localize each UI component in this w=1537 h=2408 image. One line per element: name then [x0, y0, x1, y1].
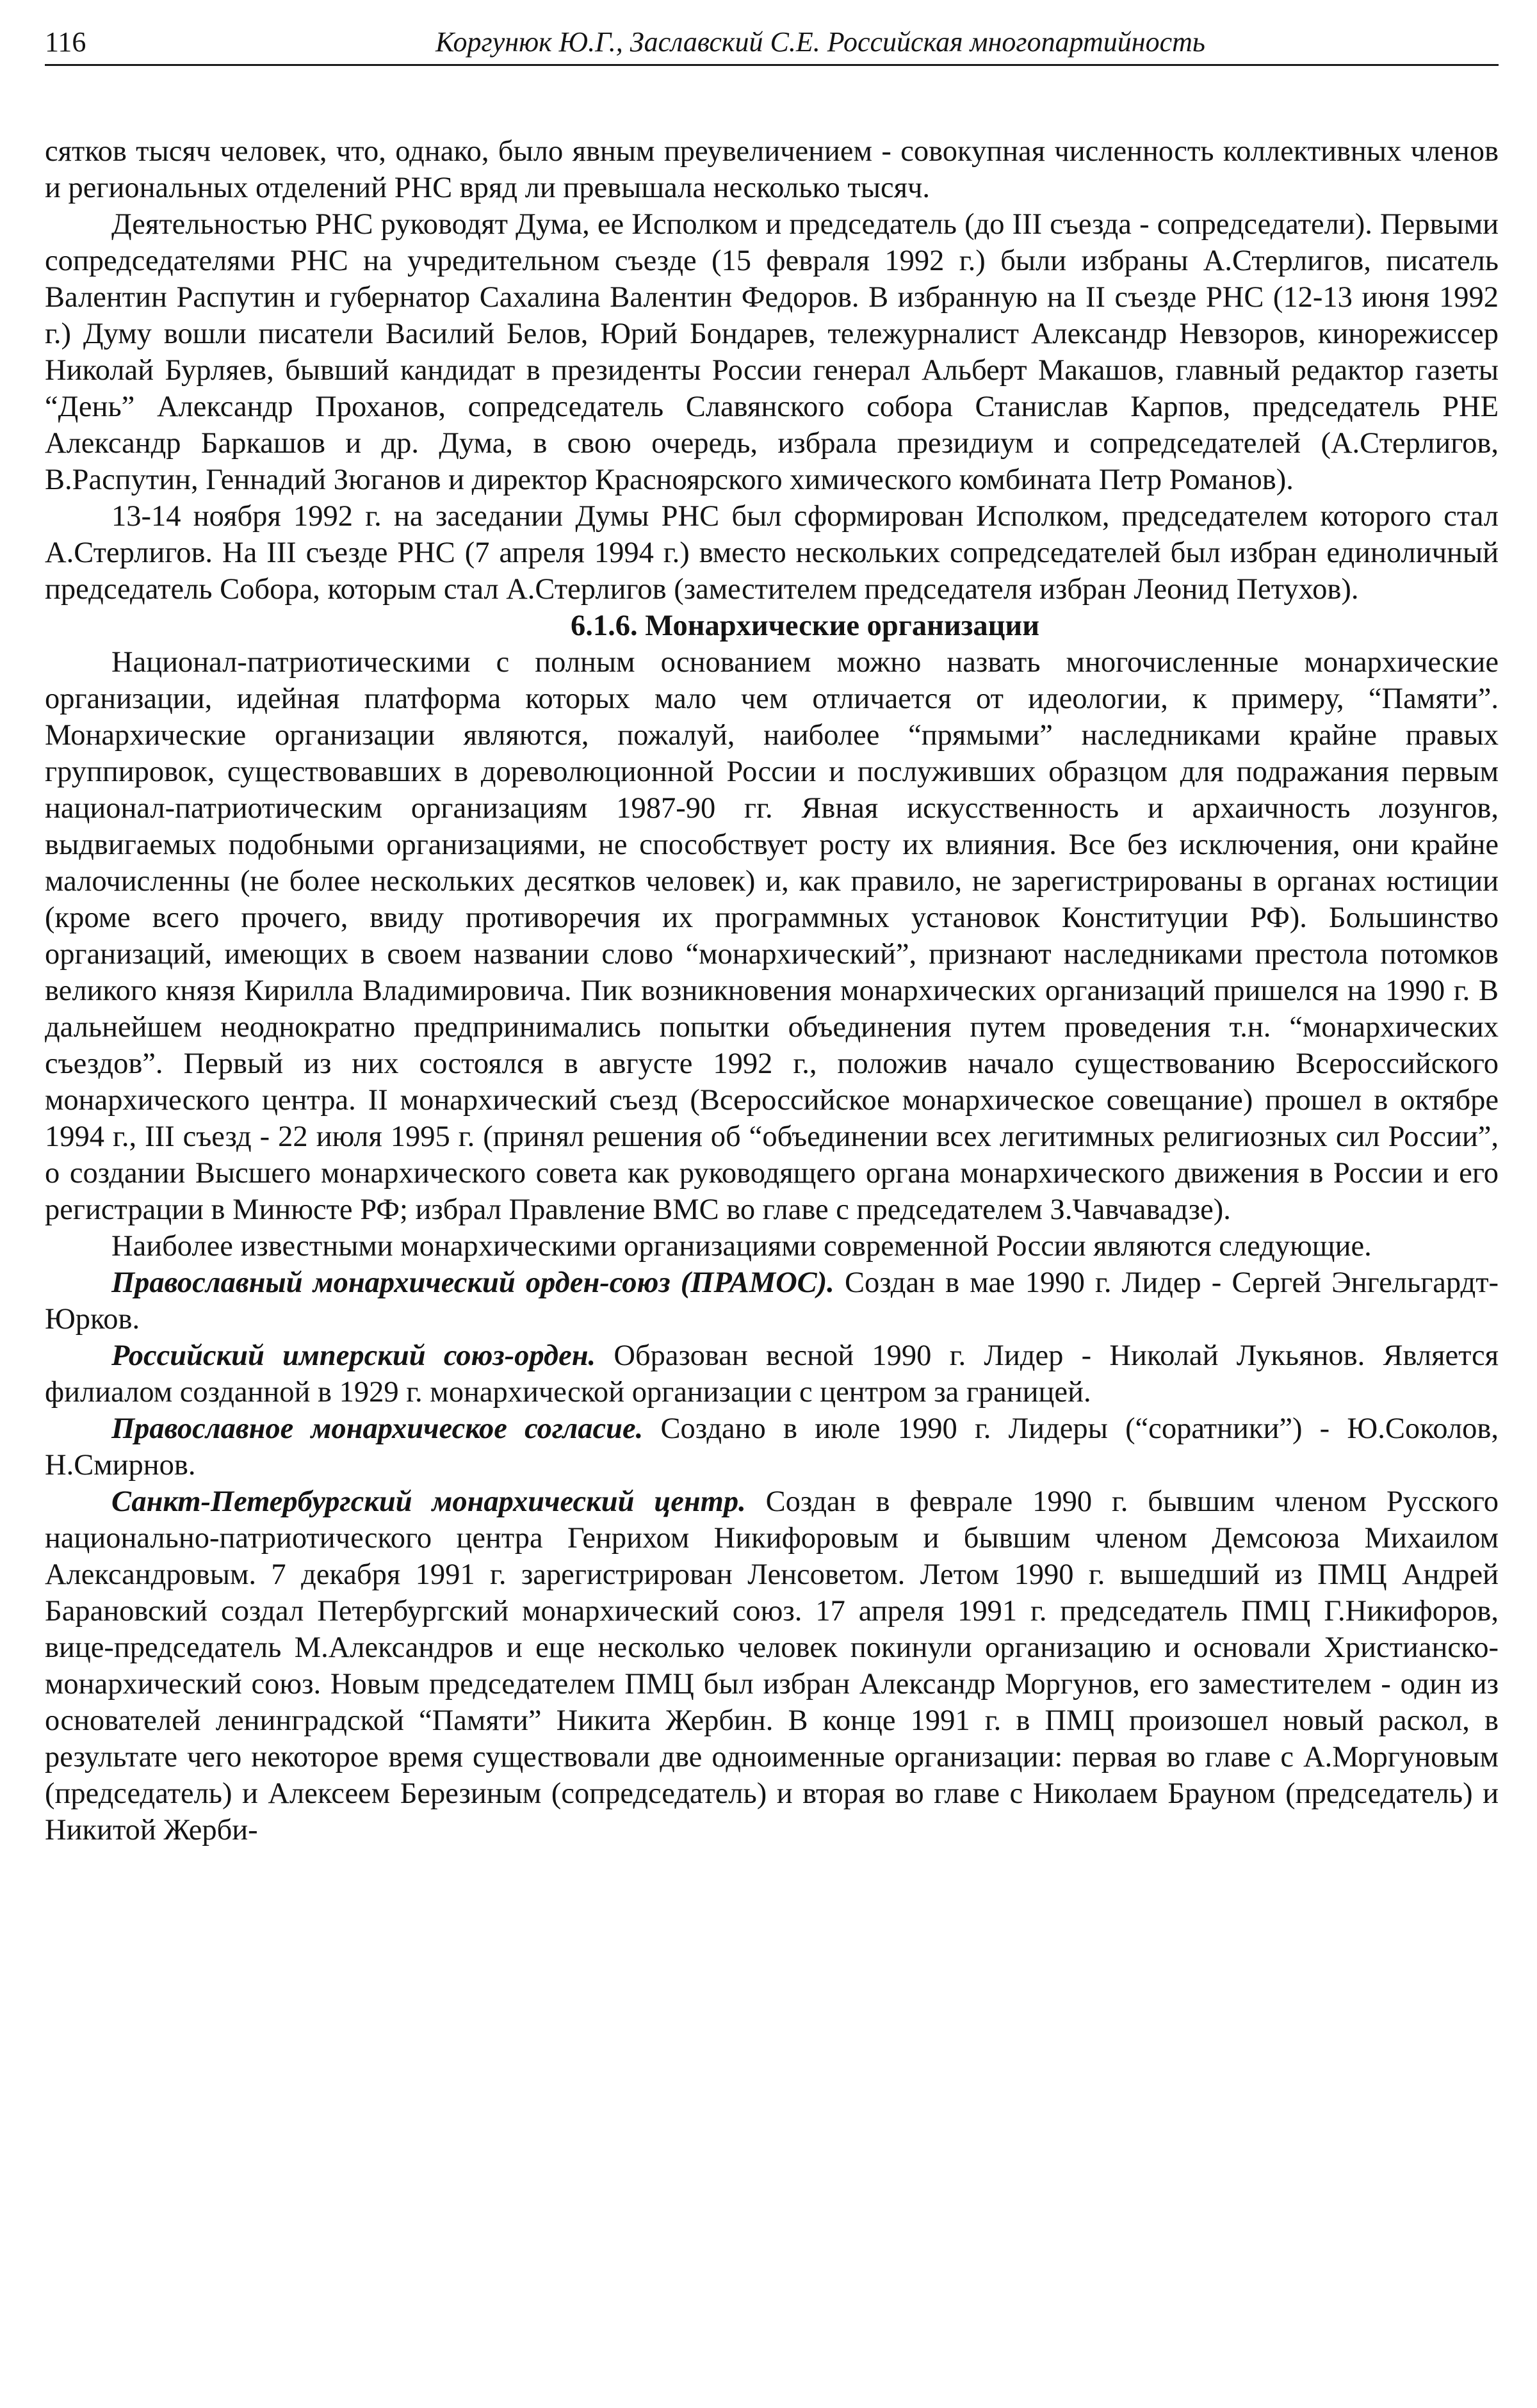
- paragraph-rns-leadership: Деятельностью РНС руководят Дума, ее Исполком и председатель (до III съезда - сопредседатели). Первыми сопредседателями РНС на учредительном съезде (15 февраля 1992 г.) были избраны А.Стерлигов, писатель Валентин Распутин и губернатор Сахалина Валентин Федоров. В избранную на II съезде РНС (12-13 июня 1992 г.) Думу вошли писатели Василий Белов, Юрий Бондарев, тележурналист Александр Невзоров, кинорежиссер Николай Бурляев, бывший кандидат в президенты России генерал Альберт Макашов, главный редактор газеты “День” Александр Проханов, сопредседатель Славянского собора Станислав Карпов, председатель РНЕ Александр Баркашов и др. Дума, в свою очередь, избрала президиум и сопредседателей (А.Стерлигов, В.Распутин, Геннадий Зюганов и директор Красноярского химического комбината Петр Романов).: [45, 208, 1499, 496]
- section-heading: 6.1.6. Монархические организации: [570, 610, 1039, 642]
- paragraph-rns-executive: 13-14 ноября 1992 г. на заседании Думы РНС был сформирован Исполком, председателем которого стал А.Стерлигов. На III съезде РНС (7 апреля 1994 г.) вместо нескольких сопредседателей был избран единоличный председатель Собора, которым стал А.Стерлигов (заместителем председателя избран Леонид Петухов).: [45, 500, 1499, 606]
- paragraph-monarchist-overview: Национал-патриотическими с полным основанием можно назвать многочисленные монархические организации, идейная платформа которых мало чем отличается от идеологии, к примеру, “Памяти”. Монархические организации являются, пожалуй, наиболее “прямыми” наследниками крайне правых группировок, существовавших в дореволюционной России и послуживших образцом для подражания первым национал-патриотическим организациям 1987-90 гг. Явная искусственность и архаичность лозунгов, выдвигаемых подобными организациями, не способствует росту их влияния. Все без исключения, они крайне малочисленны (не более нескольких десятков человек) и, как правило, не зарегистрированы в органах юстиции (кроме всего прочего, ввиду противоречия их программных установок Конституции РФ). Большинство организаций, имеющих в своем названии слово “монархический”, признают наследниками престола потомков великого князя Кирилла Владимировича. Пик возникновения монархических организаций пришелся на 1990 г. В дальнейшем неоднократно предпринимались попытки объединения путем проведения т.н. “монархических съездов”. Первый из них состоялся в августе 1992 г., положив начало существованию Всероссийского монархического центра. II монархический съезд (Всероссийское монархическое совещание) прошел в октябре 1994 г., III съезд - 22 июля 1995 г. (принял решения об “объединении всех легитимных религиозных сил России”, о создании Высшего монархического совета как руководящего органа монархического движения в России и его регистрации в Минюсте РФ; избрал Правление ВМС во главе с председателем З.Чавчавадзе).: [45, 646, 1499, 1226]
- page-number: 116: [45, 26, 86, 58]
- paragraph-continuation: сятков тысяч человек, что, однако, было явным преувеличением - совокупная численность коллективных членов и региональных отделений РНС вряд ли превышала несколько тысяч.: [45, 135, 1499, 204]
- org-name: Православное монархическое согласие.: [111, 1412, 644, 1445]
- paragraph-list-intro: Наиболее известными монархическими организациями современной России являются следующие.: [111, 1230, 1372, 1263]
- org-description: Создано в июле 1990 г. Лидеры (“соратники”) - Ю.Соколов, Н.Смирнов.: [45, 1412, 1499, 1482]
- org-name: Православный монархический орден-союз (ПРАМОС).: [111, 1266, 834, 1299]
- org-entry-imperial-union: [45, 1337, 1499, 1410]
- org-name: Санкт-Петербургский монархический центр.: [111, 1485, 746, 1518]
- body-text: [45, 133, 1499, 1848]
- page-header: [45, 23, 1499, 66]
- org-description: Создан в феврале 1990 г. бывшим членом Русского национально-патриотического центра Генрихом Никифоровым и бывшим членом Демсоюза Михаилом Александровым. 7 декабря 1991 г. зарегистрирован Ленсоветом. Летом 1990 г. вышедший из ПМЦ Андрей Барановский создал Петербургский монархический союз. 17 апреля 1991 г. председатель ПМЦ Г.Никифоров, вице-председатель М.Александров и еще несколько человек покинули организацию и основали Христианско-монархический союз. Новым председателем ПМЦ был избран Александр Моргунов, его заместителем - один из основателей ленинградской “Памяти” Никита Жербин. В конце 1991 г. в ПМЦ произошел новый раскол, в результате чего некоторое время существовали две одноименные организации: первая во главе с А.Моргуновым (председатель) и Алексеем Березиным (сопредседатель) и вторая во главе с Николаем Брауном (председатель) и Никитой Жерби-: [45, 1485, 1499, 1846]
- org-name: Российский имперский союз-орден.: [111, 1339, 596, 1372]
- running-title: Коргунюк Ю.Г., Заславский С.Е. Российская многопартийность: [435, 26, 1205, 58]
- org-description: Образован весной 1990 г. Лидер - Николай Лукьянов. Является филиалом созданной в 1929 г. монархической организации с центром за границей.: [45, 1339, 1499, 1409]
- org-description: Создан в мае 1990 г. Лидер - Сергей Энгельгардт-Юрков.: [45, 1266, 1499, 1336]
- org-entry-orthodox-accord: [45, 1410, 1499, 1483]
- org-entry-pramos: [45, 1265, 1499, 1337]
- org-entry-spb-center: [45, 1483, 1499, 1848]
